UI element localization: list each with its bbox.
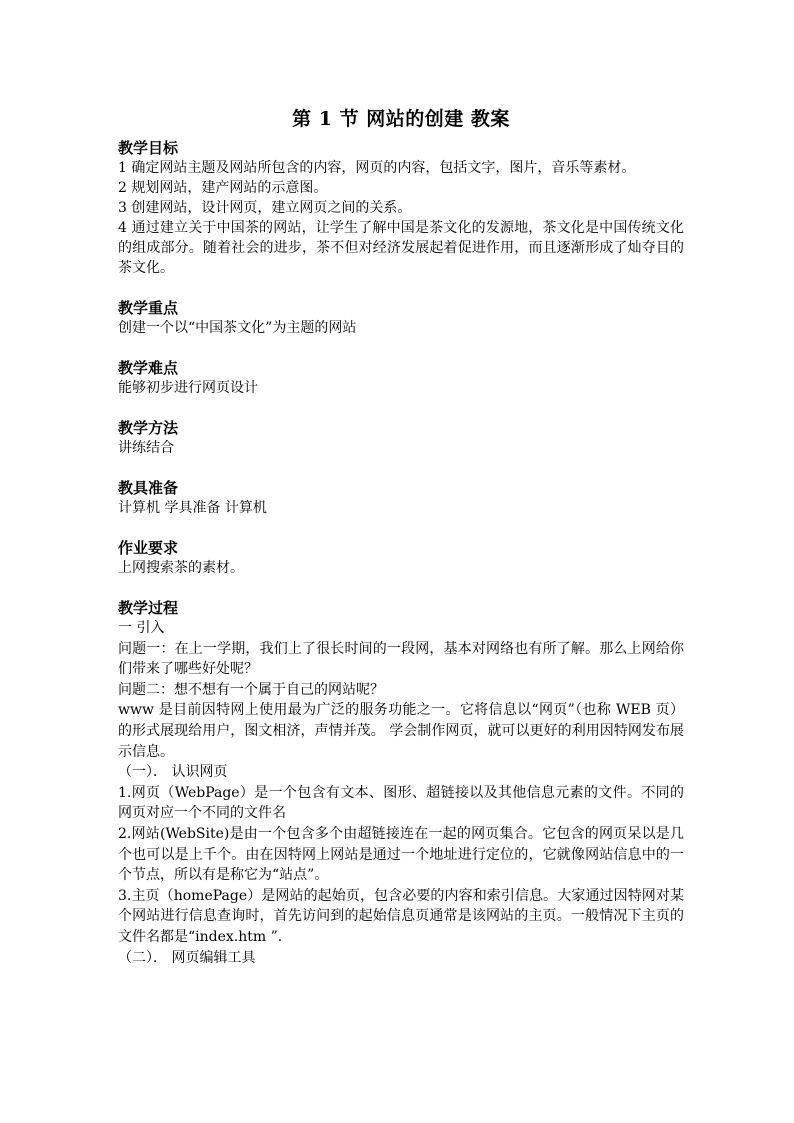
paragraph: 能够初步进行网页设计 bbox=[118, 380, 258, 396]
paragraph: 问题二：想不想有一个属于自己的网站呢？ bbox=[118, 681, 384, 698]
paragraph: 一 引入 bbox=[118, 620, 165, 636]
section-teaching-goals bbox=[118, 138, 684, 278]
paragraph: 计算机 学具准备 计算机 bbox=[118, 500, 267, 516]
paragraph: 3.主页（homePage）是网站的起始页，包含必要的内容和索引信息。大家通过因特网对某个网站进行信息查询时，首先访问到的起始信息页通常是该网站的主页。一般情况下主页的文件名都是“index.htm ”. bbox=[118, 887, 684, 945]
section-heading: 教学重点 bbox=[118, 299, 179, 317]
paragraph: 3 创建网站，设计网页，建立网页之间的关系。 bbox=[118, 200, 412, 216]
section-homework bbox=[118, 538, 684, 578]
section-heading: 教学方法 bbox=[118, 419, 179, 437]
section-materials bbox=[118, 478, 684, 518]
section-heading: 教学目标 bbox=[118, 139, 179, 157]
section-key-points bbox=[118, 298, 684, 338]
paragraph: 2.网站(WebSite)是由一个包含多个由超链接连在一起的网页集合。它包含的网页呆以是几个也可以是上千个。由在因特网上网站是通过一个地址进行定位的，它就像网站信息中的一个节点，所以有是称它为“站点”。 bbox=[118, 825, 684, 884]
paragraph: 1 确定网站主题及网站所包含的内容，网页的内容，包括文字，图片，音乐等素材。 bbox=[118, 160, 636, 176]
section-methods bbox=[118, 418, 684, 458]
section-heading: 教具准备 bbox=[118, 479, 179, 497]
paragraph: 1.网页（WebPage）是一个包含有文本、图形、超链接以及其他信息元素的文件。不同的网页对应一个不同的文件名 bbox=[118, 784, 684, 822]
section-difficulties bbox=[118, 358, 684, 398]
paragraph: （二）． 网页编辑工具 bbox=[118, 949, 256, 966]
paragraph: 讲练结合 bbox=[118, 440, 174, 456]
section-teaching-process bbox=[118, 598, 684, 968]
section-heading: 教学难点 bbox=[118, 359, 179, 377]
paragraph: www 是目前因特网上使用最为广泛的服务功能之一。它将信息以“网页”（也称 WEB 页）的形式展现给用户，图文相济，声情并茂。 学会制作网页，就可以更好的利用因特网发布展示信息。 bbox=[118, 702, 684, 760]
section-heading: 教学过程 bbox=[118, 599, 179, 617]
page-title: 第 1 节 网站的创建 教案 bbox=[292, 108, 510, 130]
paragraph: 创建一个以“中国茶文化”为主题的网站 bbox=[118, 320, 357, 336]
paragraph: 上网搜索茶的素材。 bbox=[118, 560, 244, 576]
paragraph: 问题一：在上一学期，我们上了很长时间的一段网，基本对网络也有所了解。那么上网给你们带来了哪些好处呢？ bbox=[118, 640, 684, 678]
section-heading: 作业要求 bbox=[118, 539, 179, 557]
paragraph: 4 通过建立关于中国茶的网站，让学生了解中国是茶文化的发源地，茶文化是中国传统文化的组成部分。随着社会的进步，茶不但对经济发展起着促进作用，而且逐渐形成了灿夺目的茶文化。 bbox=[118, 220, 684, 276]
paragraph: （一）． 认识网页 bbox=[118, 764, 228, 781]
document-page bbox=[118, 106, 684, 988]
paragraph: 2 规划网站，建产网站的示意图。 bbox=[118, 180, 328, 196]
